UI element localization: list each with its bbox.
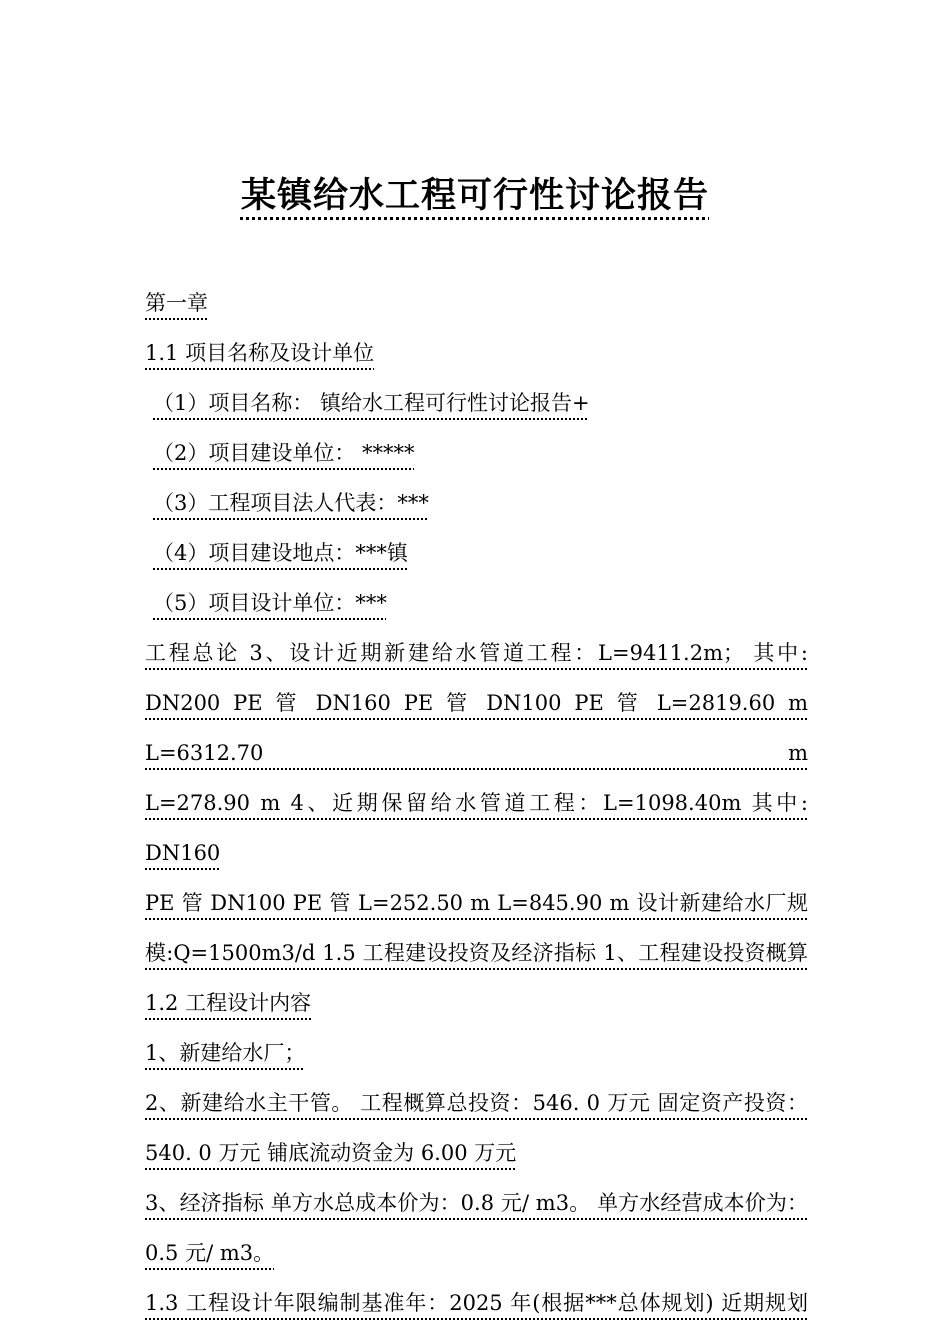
paragraph-line: 540. 0 万元 铺底流动资金为 6.00 万元 [145,1141,517,1165]
list-item: 1、新建给水厂； [145,1041,306,1065]
paragraph-line: PE 管 DN100 PE 管 L=252.50 m L=845.90 m 设计新建给水厂规 [145,891,808,915]
paragraph-line: L=278.90 m 4、近期保留给水管道工程：L=1098.40m 其中: DN160 [145,791,808,865]
list-item: （5）项目设计单位：*** [153,591,387,615]
paragraph-line: 2、新建给水主干管。 工程概算总投资：546. 0 万元 固定资产投资： [145,1091,808,1115]
paragraph-line: 工程总论 3、设计近期新建给水管道工程：L=9411.2m； 其中: [145,641,808,665]
document-title: 某镇给水工程可行性讨论报告 [240,175,709,216]
document-body [145,278,808,1328]
section-heading: 1.2 工程设计内容 [145,991,312,1015]
paragraph-line: 模:Q=1500m3/d 1.5 工程建设投资及经济指标 1、工程建设投资概算 [145,941,808,965]
paragraph-line: DN200 PE 管 DN160 PE 管 DN100 PE 管 L=2819.60 m L=6312.70 m [145,691,808,765]
paragraph-line: 0.5 元/ m3。 [145,1241,275,1265]
list-item: （1）项目名称： 镇给水工程可行性讨论报告+ [153,391,590,415]
chapter-heading: 第一章 [145,291,208,315]
list-item: （4）项目建设地点：***镇 [153,541,408,565]
section-heading: 1.1 项目名称及设计单位 [145,341,375,365]
paragraph-line: 3、经济指标 单方水总成本价为：0.8 元/ m3。 单方水经营成本价为： [145,1191,808,1215]
list-item: （2）项目建设单位： ***** [153,441,415,465]
paragraph-line: 1.3 工程设计年限编制基准年：2025 年(根据***总体规划) 近期规划 [145,1291,808,1315]
list-item: （3）工程项目法人代表：*** [153,491,429,515]
